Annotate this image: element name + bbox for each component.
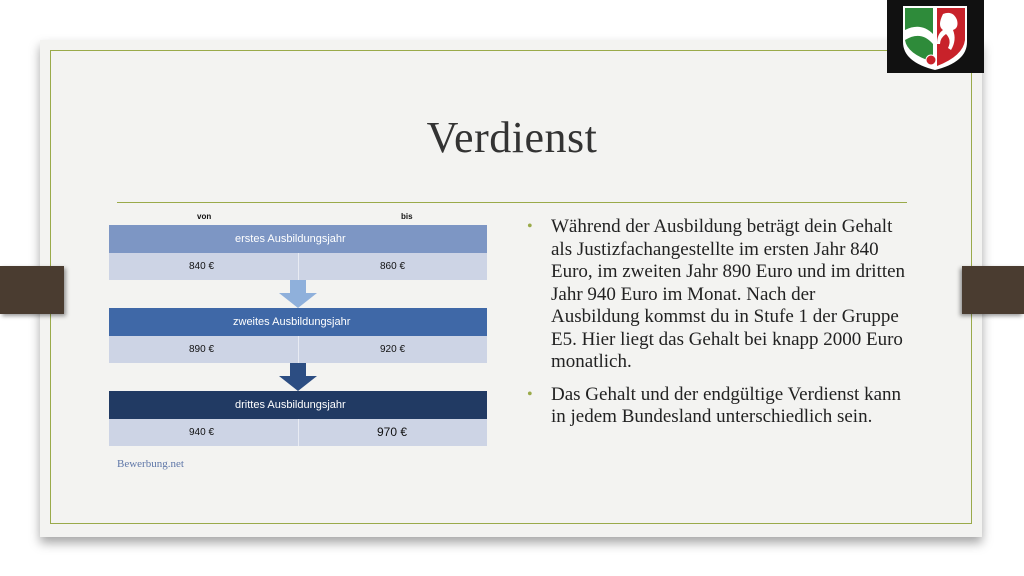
value-row-3 <box>109 419 487 446</box>
year-header-3 <box>109 391 487 419</box>
nrw-coat-of-arms-logo <box>887 0 984 73</box>
value-bis-3: 970 € <box>377 425 408 439</box>
value-bis-1: 860 € <box>380 261 406 272</box>
value-row-1 <box>109 253 487 280</box>
bullet-icon: • <box>527 218 533 235</box>
bullet-item-1 <box>527 216 907 374</box>
value-von-3: 940 € <box>189 427 215 438</box>
year-header-2 <box>109 308 487 336</box>
value-von-2: 890 € <box>189 344 215 355</box>
value-row-2 <box>109 336 487 363</box>
source-label: Bewerbung.net <box>117 458 184 470</box>
year-label-3: drittes Ausbildungsjahr <box>235 399 346 411</box>
bullet-icon: • <box>527 385 533 403</box>
year-header-1 <box>109 225 487 253</box>
bullet-text-1: Während der Ausbildung beträgt dein Gehalt als Justizfachangestellte im ersten Jahr 840 Euro, im zweiten Jahr 890 Euro und im dritten Jahr 940 Euro im Monat. Nach der Ausbildung kommst du in Stufe 1 der Gruppe E5. Hier liegt das Gehalt bei knapp 2000 Euro monatlich. <box>551 216 906 372</box>
left-tab-decoration <box>0 266 64 314</box>
value-bis-2: 920 € <box>380 344 406 355</box>
down-arrow-icon <box>279 280 317 308</box>
bullet-list <box>527 216 907 439</box>
bullet-item-2 <box>527 384 907 429</box>
title-divider <box>117 202 907 203</box>
right-tab-decoration <box>962 266 1024 314</box>
salary-table <box>109 212 487 444</box>
bullet-text-2: Das Gehalt und der endgültige Verdienst kann in jedem Bundesland unterschiedlich sein. <box>551 383 902 427</box>
slide-title: Verdienst <box>426 113 598 162</box>
year-label-1: erstes Ausbildungsjahr <box>235 233 346 245</box>
column-header-bis: bis <box>401 212 413 221</box>
column-header-von: von <box>197 212 212 221</box>
down-arrow-icon <box>279 363 317 391</box>
year-label-2: zweites Ausbildungsjahr <box>233 316 351 328</box>
value-von-1: 840 € <box>189 261 215 272</box>
